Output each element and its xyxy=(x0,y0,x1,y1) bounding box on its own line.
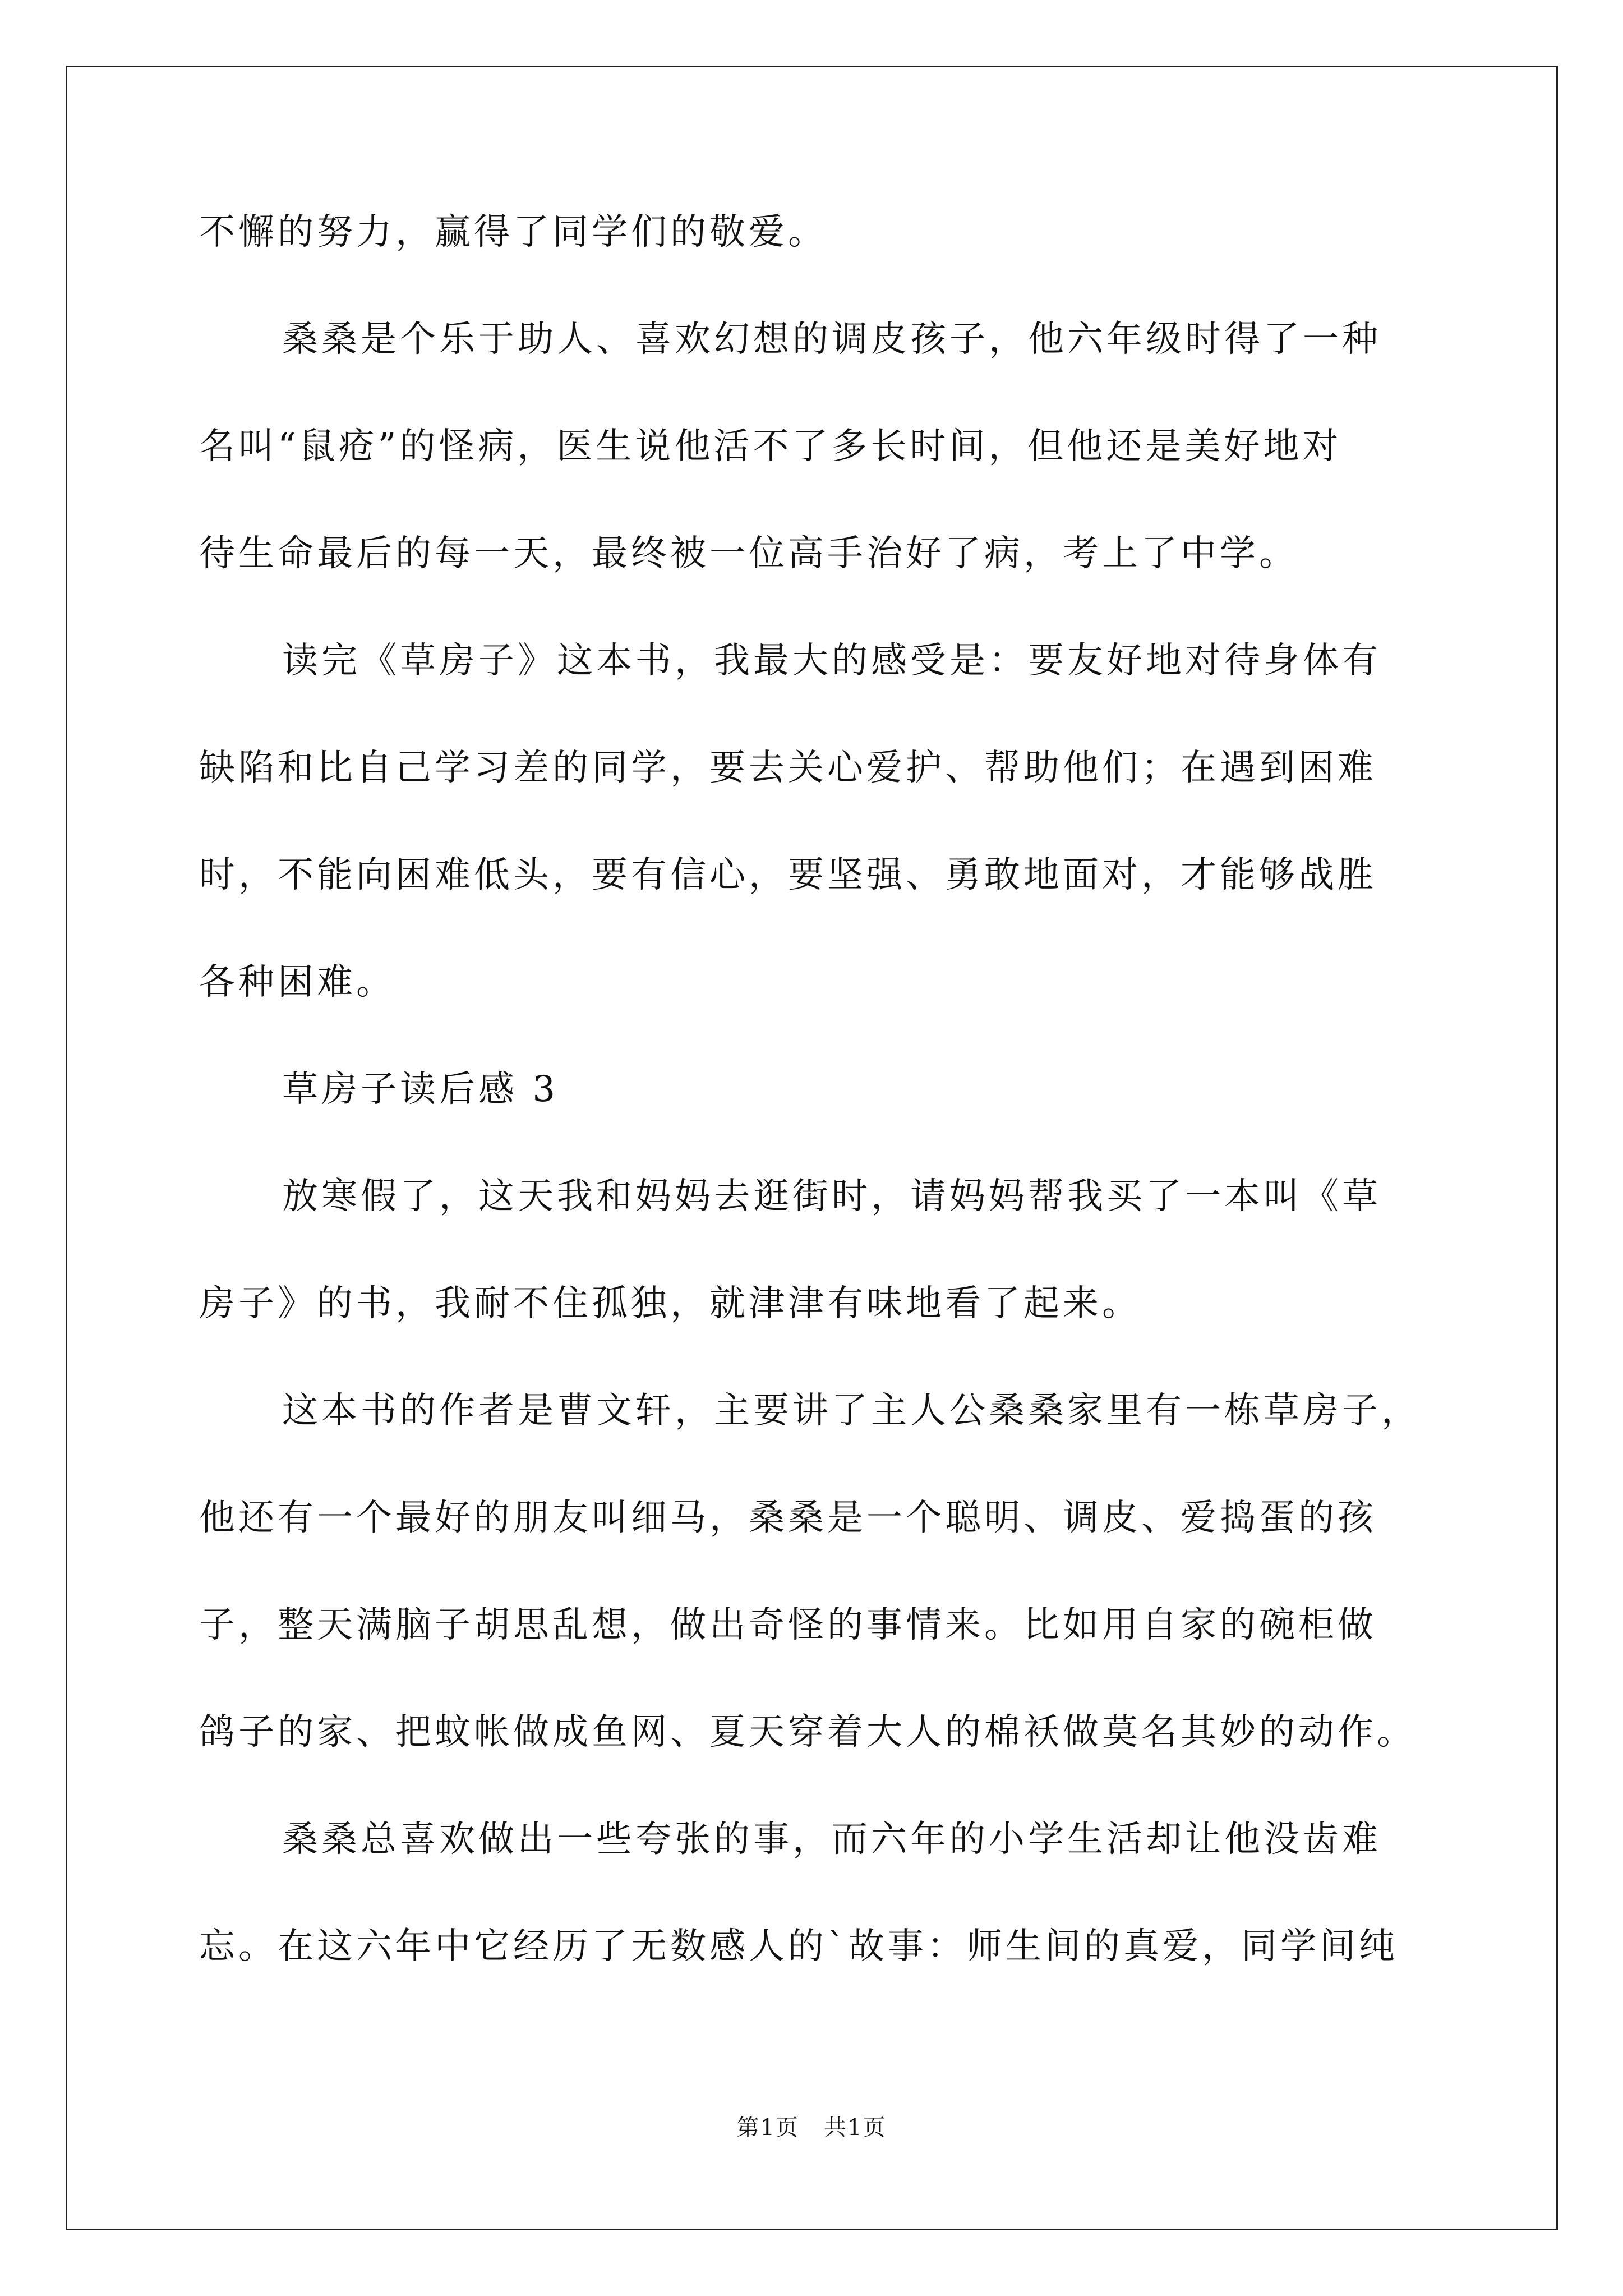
text-line: 鸽子的家、把蚊帐做成鱼网、夏天穿着大人的棉袄做莫名其妙的动作。 xyxy=(199,1711,1416,1753)
text-line: 待生命最后的每一天，最终被一位高手治好了病，考上了中学。 xyxy=(199,533,1298,574)
page-number-footer: 第1页 共1页 xyxy=(736,2115,887,2141)
text-line: 子，整天满脑子胡思乱想，做出奇怪的事情来。比如用自家的碗柜做 xyxy=(199,1604,1377,1646)
text-line: 各种困难。 xyxy=(199,961,395,1003)
text-line: 忘。在这六年中它经历了无数感人的`故事：师生间的真爱，同学间纯 xyxy=(199,1926,1398,1967)
text-line: 缺陷和比自己学习差的同学，要去关心爱护、帮助他们；在遇到困难 xyxy=(199,747,1377,789)
paragraph-start-line: 读完《草房子》这本书，我最大的感受是：要友好地对待身体有 xyxy=(282,640,1381,682)
text-line: 他还有一个最好的朋友叫细马，桑桑是一个聪明、调皮、爱捣蛋的孩 xyxy=(199,1497,1377,1539)
paragraph-start-line: 桑桑是个乐于助人、喜欢幻想的调皮孩子，他六年级时得了一种 xyxy=(282,319,1381,360)
paragraph-start-line: 放寒假了，这天我和妈妈去逛街时，请妈妈帮我买了一本叫《草 xyxy=(282,1176,1381,1217)
text-line: 时，不能向困难低头，要有信心，要坚强、勇敢地面对，才能够战胜 xyxy=(199,854,1377,896)
section-heading: 草房子读后感 3 xyxy=(282,1069,559,1110)
paragraph-start-line: 这本书的作者是曹文轩，主要讲了主人公桑桑家里有一栋草房子， xyxy=(282,1390,1421,1432)
page-border xyxy=(66,66,1558,2230)
text-line: 名叫“鼠疮”的怪病，医生说他活不了多长时间，但他还是美好地对 xyxy=(199,426,1342,467)
text-line: 不懈的努力，赢得了同学们的敬爱。 xyxy=(199,211,827,253)
text-line: 房子》的书，我耐不住孤独，就津津有味地看了起来。 xyxy=(199,1283,1141,1324)
paragraph-start-line: 桑桑总喜欢做出一些夸张的事，而六年的小学生活却让他没齿难 xyxy=(282,1819,1381,1860)
